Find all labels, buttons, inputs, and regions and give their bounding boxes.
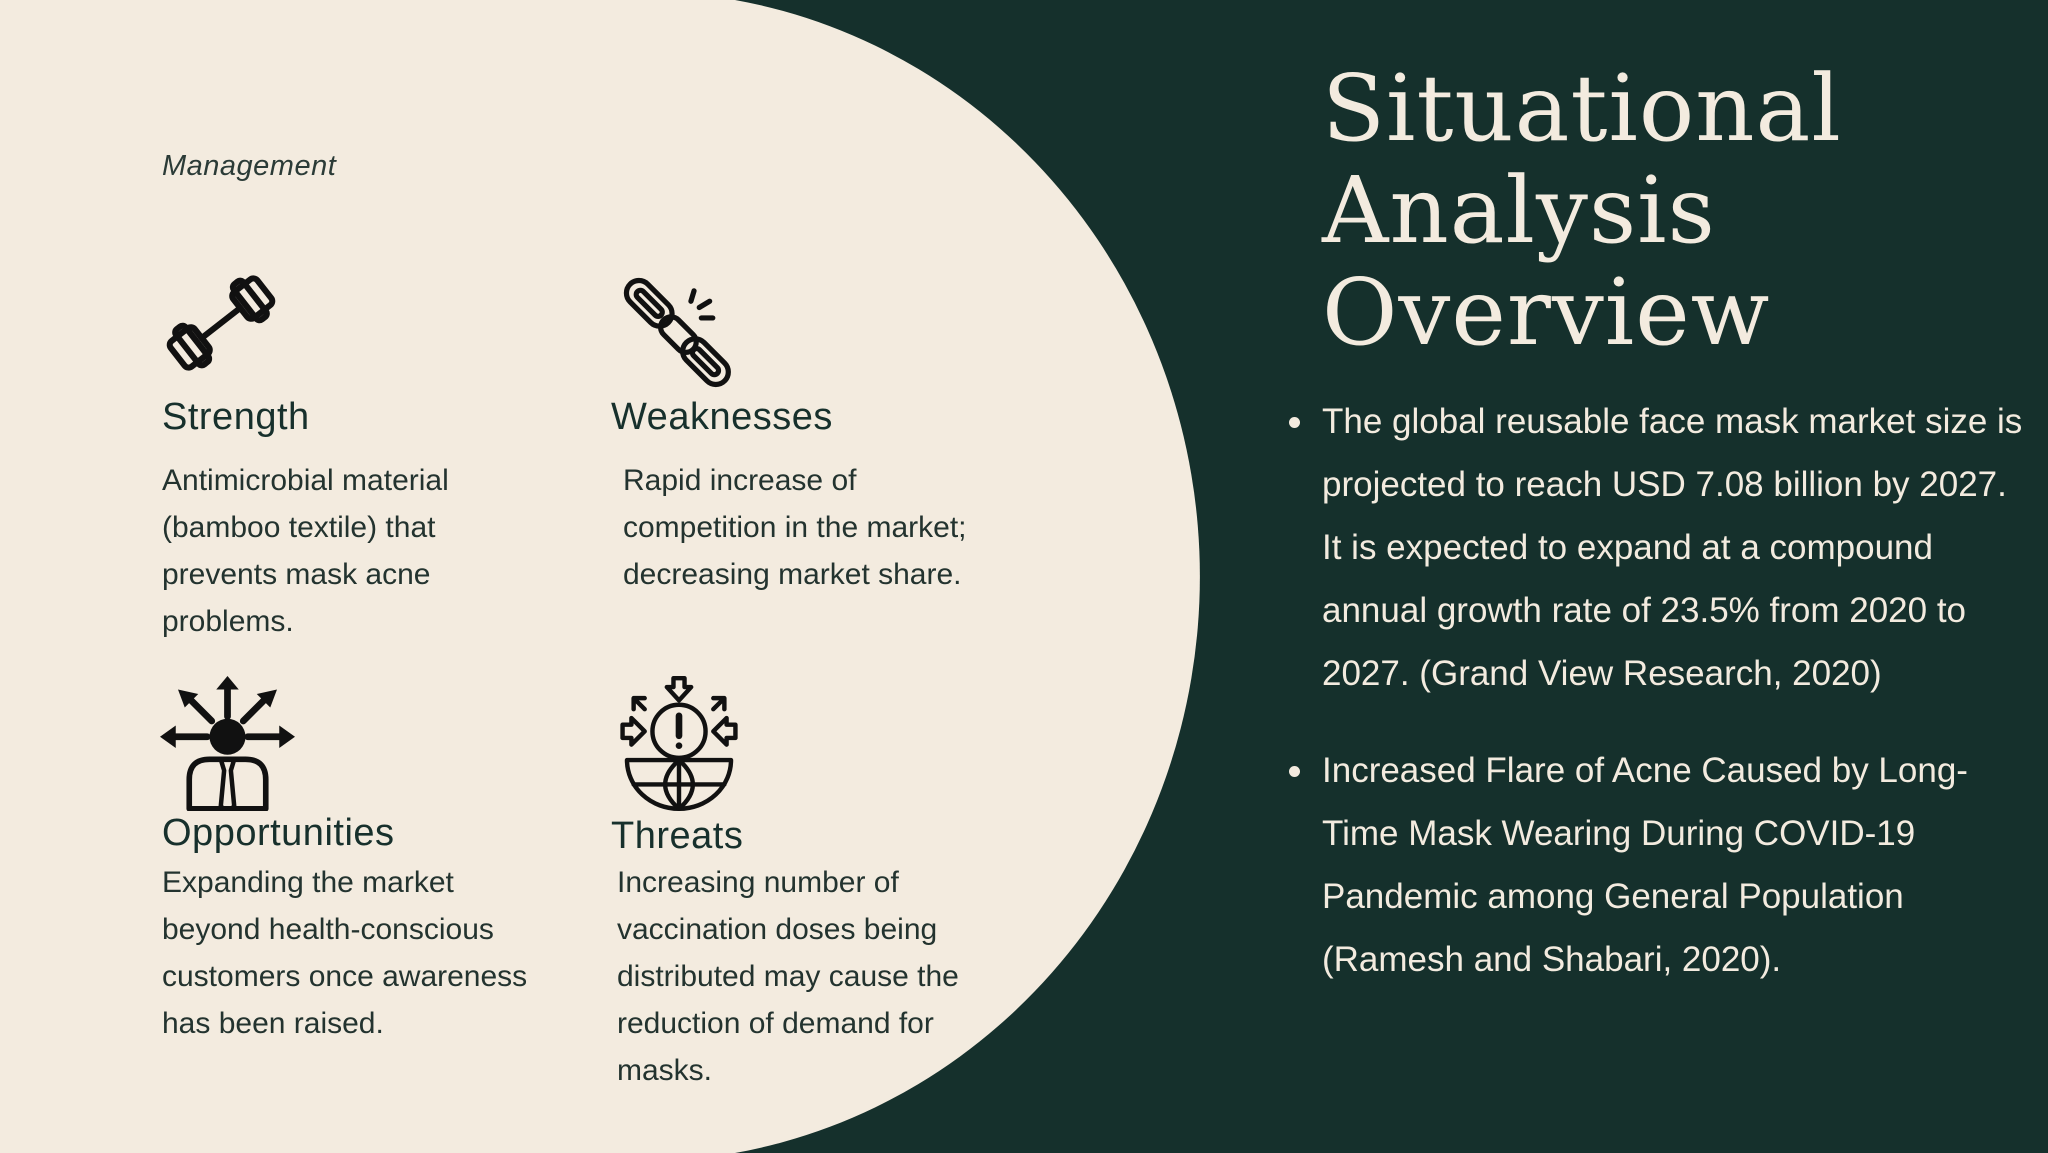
section-label: Management bbox=[162, 150, 337, 182]
opportunities-title: Opportunities bbox=[162, 812, 395, 854]
overview-bullet-list bbox=[1285, 390, 2025, 991]
title-line: Overview bbox=[1322, 259, 1771, 366]
threats-title: Threats bbox=[611, 815, 744, 857]
strength-title: Strength bbox=[162, 396, 310, 438]
overview-bullet: Increased Flare of Acne Caused by Long-Time Mask Wearing During COVID-19 Pandemic among General Population (Ramesh and Shabari, 2020). bbox=[1285, 739, 2025, 991]
strength-text: Antimicrobial material (bamboo textile) that prevents mask acne problems. bbox=[162, 464, 449, 638]
broken-chain-icon bbox=[618, 270, 743, 395]
weaknesses-title: Weaknesses bbox=[611, 396, 833, 438]
opportunities-text: Expanding the market beyond health-conscious customers once awareness has been raised. bbox=[162, 866, 528, 1040]
title-line: Analysis bbox=[1322, 157, 1716, 264]
globe-warning-icon bbox=[618, 676, 740, 811]
slide-title bbox=[1322, 55, 1842, 366]
overview-bullet: The global reusable face mask market size is projected to reach USD 7.08 billion by 2027. It is expected to expand at a compound annual growth rate of 23.5% from 2020 to 2027. (Grand View Research, 2020) bbox=[1285, 390, 2025, 705]
threats-text: Increasing number of vaccination doses being distributed may cause the reduction of demand for masks. bbox=[617, 866, 959, 1087]
dumbbell-icon bbox=[160, 262, 282, 384]
person-arrows-icon bbox=[160, 676, 295, 811]
title-line: Situational bbox=[1322, 55, 1842, 162]
weaknesses-text: Rapid increase of competition in the market; decreasing market share. bbox=[623, 464, 967, 591]
